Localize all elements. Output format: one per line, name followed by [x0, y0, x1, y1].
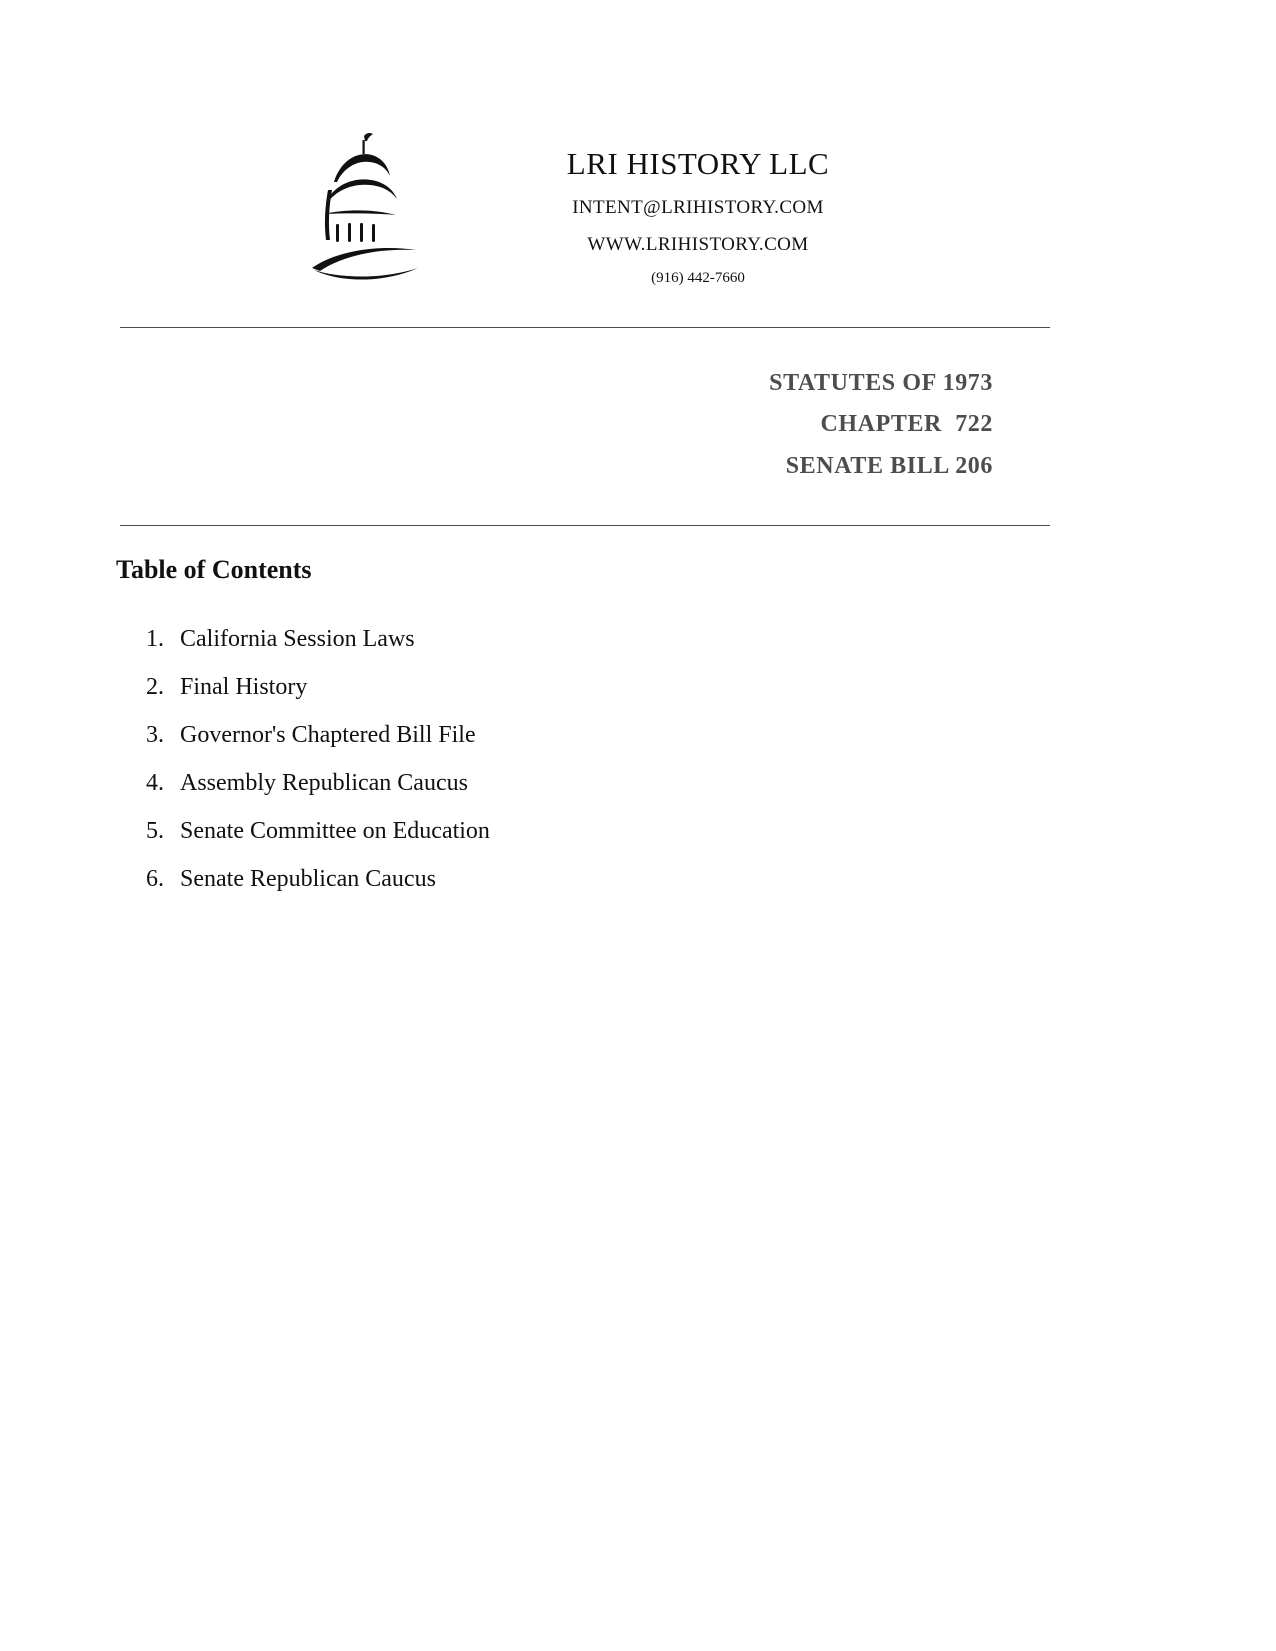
divider-bottom: [120, 525, 1050, 526]
list-item-number: 3.: [146, 722, 164, 748]
list-item[interactable]: [116, 759, 916, 807]
table-of-contents-list: [116, 615, 916, 903]
list-item[interactable]: [116, 855, 916, 903]
list-item-label: Senate Committee on Education: [180, 818, 490, 844]
divider-top: [120, 327, 1050, 328]
page-title: Table of Contents: [116, 555, 312, 584]
list-item[interactable]: [116, 711, 916, 759]
org-info: [498, 118, 898, 287]
list-item-number: 4.: [146, 770, 164, 796]
list-item-number: 6.: [146, 866, 164, 892]
list-item-label: Governor's Chaptered Bill File: [180, 722, 476, 748]
list-item[interactable]: [116, 807, 916, 855]
list-item-label: Senate Republican Caucus: [180, 866, 436, 892]
capitol-dome-icon: [290, 118, 460, 288]
chapter-number: CHAPTER 722: [820, 411, 993, 438]
title-block: [120, 363, 993, 487]
statutes-year: STATUTES OF 1973: [769, 370, 993, 396]
list-item-number: 1.: [146, 626, 164, 652]
bill-number: SENATE BILL 206: [785, 452, 993, 479]
list-item-label: Final History: [180, 674, 308, 700]
list-item-number: 5.: [146, 818, 164, 844]
list-item[interactable]: [116, 615, 916, 663]
letterhead: [0, 118, 1276, 288]
list-item-label: Assembly Republican Caucus: [180, 770, 468, 796]
list-item-label: California Session Laws: [180, 626, 415, 652]
org-phone: (916) 442-7660: [651, 270, 745, 286]
list-item-number: 2.: [146, 674, 164, 700]
org-name: LRI HISTORY LLC: [566, 146, 830, 181]
list-item[interactable]: [116, 663, 916, 711]
org-website[interactable]: WWW.LRIHISTORY.COM: [587, 234, 809, 255]
org-email[interactable]: INTENT@LRIHISTORY.COM: [572, 197, 824, 218]
